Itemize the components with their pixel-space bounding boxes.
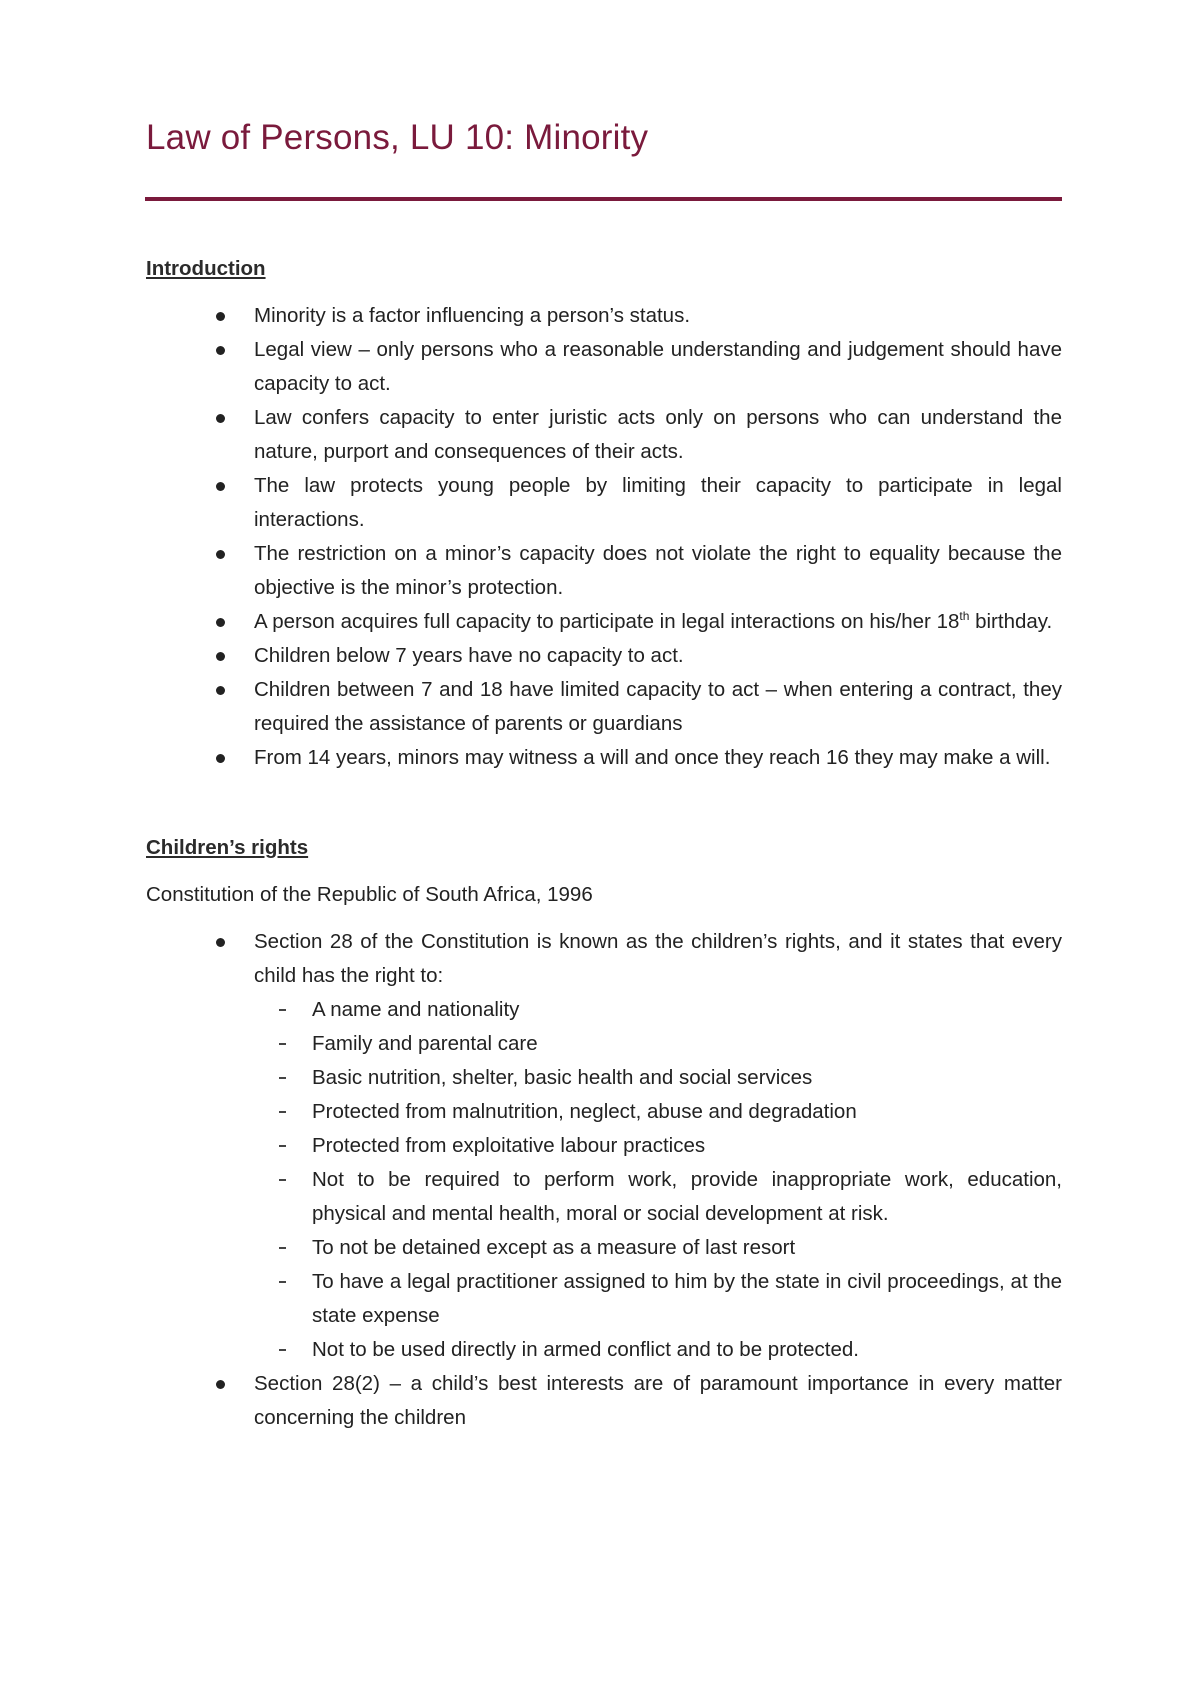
sublist-item-text: To not be detained except as a measure of last resort — [312, 1236, 796, 1259]
list-item-text: The restriction on a minor’s capacity does not violate the right to equality because the objective is the minor’s protection. — [254, 542, 1062, 599]
constitution-reference: Constitution of the Republic of South Africa, 1996 — [146, 883, 593, 906]
sublist-item — [312, 1163, 1062, 1231]
sublist-item — [312, 1095, 1062, 1129]
title-divider — [145, 197, 1062, 201]
list-item — [254, 299, 1062, 333]
sublist-item — [312, 993, 1062, 1027]
dash-icon — [279, 1145, 286, 1147]
sublist-item-text: A name and nationality — [312, 998, 520, 1021]
sublist-item-text: Family and parental care — [312, 1032, 538, 1055]
list-item-text: A person acquires full capacity to participate in legal interactions on his/her 18 — [254, 610, 960, 633]
section-spacer — [146, 775, 1062, 831]
page-title: Law of Persons, LU 10: Minority — [146, 118, 649, 157]
introduction-list — [146, 299, 1062, 775]
list-item — [254, 925, 1062, 1367]
dash-icon — [279, 1179, 286, 1181]
bullet-icon — [216, 938, 225, 947]
list-item-text: Section 28(2) – a child’s best interests are of paramount importance in every matter concerning the children — [254, 1372, 1062, 1429]
dash-icon — [279, 1247, 286, 1249]
list-item — [254, 469, 1062, 537]
list-item-text: Minority is a factor influencing a person’s status. — [254, 304, 691, 327]
sublist-item — [312, 1333, 1062, 1367]
list-item-text: The law protects young people by limiting their capacity to participate in legal interactions. — [254, 474, 1062, 531]
list-item — [254, 537, 1062, 605]
bullet-icon — [216, 754, 225, 763]
sublist-item-text: Basic nutrition, shelter, basic health and social services — [312, 1066, 813, 1089]
bullet-icon — [216, 414, 225, 423]
sublist-item — [312, 1061, 1062, 1095]
sublist-item — [312, 1265, 1062, 1333]
bullet-icon — [216, 1380, 225, 1389]
introduction-section — [146, 252, 1062, 775]
dash-icon — [279, 1009, 286, 1011]
list-item-text: Children between 7 and 18 have limited capacity to act – when entering a contract, they required the assistance of parents or guardians — [254, 678, 1062, 735]
list-item — [254, 741, 1062, 775]
childrens-rights-section — [146, 831, 1062, 1435]
list-item-text: Legal view – only persons who a reasonable understanding and judgement should have capacity to act. — [254, 338, 1062, 395]
list-item-text: Law confers capacity to enter juristic acts only on persons who can understand the nature, purport and consequences of their acts. — [254, 406, 1062, 463]
bullet-icon — [216, 652, 225, 661]
bullet-icon — [216, 312, 225, 321]
dash-icon — [279, 1077, 286, 1079]
sublist-item — [312, 1231, 1062, 1265]
dash-icon — [279, 1111, 286, 1113]
rights-sublist — [254, 993, 1062, 1367]
list-item — [254, 673, 1062, 741]
sublist-item-text: Not to be required to perform work, provide inappropriate work, education, physical and mental health, moral or social development at risk. — [312, 1168, 1062, 1225]
sublist-item-text: To have a legal practitioner assigned to him by the state in civil proceedings, at the state expense — [312, 1270, 1062, 1327]
sublist-item — [312, 1027, 1062, 1061]
document-body — [146, 252, 1062, 1435]
childrens-rights-list — [146, 925, 1062, 1435]
sublist-item — [312, 1129, 1062, 1163]
bullet-icon — [216, 346, 225, 355]
list-item — [254, 605, 1062, 639]
list-item-text: Section 28 of the Constitution is known as the children’s rights, and it states that every child has the right to: — [254, 930, 1062, 987]
list-item-text: Children below 7 years have no capacity to act. — [254, 644, 684, 667]
bullet-icon — [216, 618, 225, 627]
list-item — [254, 401, 1062, 469]
dash-icon — [279, 1281, 286, 1283]
bullet-icon — [216, 482, 225, 491]
bullet-icon — [216, 550, 225, 559]
bullet-icon — [216, 686, 225, 695]
childrens-rights-heading: Children’s rights — [146, 836, 309, 859]
list-item-text: birthday. — [969, 610, 1053, 633]
list-item — [254, 1367, 1062, 1435]
list-item — [254, 333, 1062, 401]
introduction-heading: Introduction — [146, 257, 266, 280]
list-item-text: From 14 years, minors may witness a will and once they reach 16 they may make a will. — [254, 746, 1051, 769]
list-item — [254, 639, 1062, 673]
sublist-item-text: Protected from malnutrition, neglect, abuse and degradation — [312, 1100, 857, 1123]
dash-icon — [279, 1043, 286, 1045]
sublist-item-text: Protected from exploitative labour practices — [312, 1134, 706, 1157]
dash-icon — [279, 1349, 286, 1351]
sublist-item-text: Not to be used directly in armed conflict and to be protected. — [312, 1338, 859, 1361]
ordinal-superscript: th — [959, 609, 970, 624]
